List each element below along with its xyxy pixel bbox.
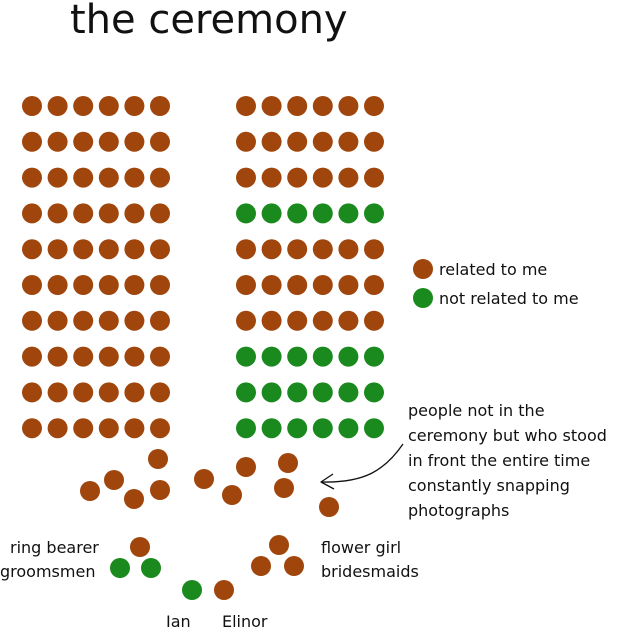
guest-related	[262, 275, 282, 295]
guest-not-related	[287, 418, 307, 438]
guest-related	[287, 275, 307, 295]
guest-related	[262, 96, 282, 116]
guest-not-related	[364, 203, 384, 223]
guest-related	[124, 382, 144, 402]
guest-related	[236, 311, 256, 331]
groomsman	[110, 558, 130, 578]
ring-bearer-label: ring bearer	[10, 538, 99, 557]
guest-related	[73, 382, 93, 402]
guest-related	[124, 418, 144, 438]
photographer	[222, 485, 242, 505]
guest-related	[364, 132, 384, 152]
annotation-line: people not in the	[408, 401, 545, 420]
guest-related	[73, 347, 93, 367]
photographers-annotation	[321, 401, 607, 520]
guest-related	[124, 132, 144, 152]
guest-related	[124, 96, 144, 116]
guest-related	[287, 132, 307, 152]
guest-related	[124, 168, 144, 188]
guest-not-related	[364, 418, 384, 438]
guest-related	[150, 168, 170, 188]
guest-related	[124, 275, 144, 295]
guest-not-related	[262, 203, 282, 223]
guest-related	[73, 168, 93, 188]
guest-related	[364, 168, 384, 188]
guest-not-related	[236, 382, 256, 402]
guest-related	[22, 203, 42, 223]
guest-not-related	[313, 418, 333, 438]
guest-related	[73, 239, 93, 259]
guest-related	[99, 382, 119, 402]
photographer	[319, 497, 339, 517]
guest-related	[73, 132, 93, 152]
diagram-title: the ceremony	[70, 0, 348, 43]
groom	[182, 580, 202, 600]
guest-related	[313, 275, 333, 295]
guest-related	[99, 347, 119, 367]
wedding-party	[0, 535, 419, 581]
guest-related	[22, 168, 42, 188]
photographer	[236, 457, 256, 477]
guest-related	[99, 275, 119, 295]
guest-not-related	[262, 382, 282, 402]
guest-not-related	[236, 203, 256, 223]
legend-not-related-dot	[413, 288, 433, 308]
bride-name: Elinor	[222, 612, 268, 629]
annotation-arrow-line	[322, 444, 403, 482]
guest-related	[22, 96, 42, 116]
groomsmen-label: groomsmen	[0, 562, 96, 581]
guest-not-related	[287, 203, 307, 223]
guest-related	[48, 311, 68, 331]
guest-related	[313, 311, 333, 331]
photographer	[80, 481, 100, 501]
photographer	[194, 469, 214, 489]
guest-related	[150, 96, 170, 116]
guest-related	[150, 311, 170, 331]
guest-related	[150, 382, 170, 402]
photographer	[274, 478, 294, 498]
guest-related	[48, 347, 68, 367]
guest-related	[48, 418, 68, 438]
guest-not-related	[364, 382, 384, 402]
bridesmaid	[284, 556, 304, 576]
guest-related	[99, 311, 119, 331]
guest-related	[22, 239, 42, 259]
photographer	[124, 489, 144, 509]
ring-bearer	[130, 537, 150, 557]
guest-related	[22, 347, 42, 367]
guest-related	[313, 96, 333, 116]
guest-related	[287, 168, 307, 188]
flower-girl-label: flower girl	[321, 538, 402, 557]
guest-related	[338, 132, 358, 152]
guest-related	[338, 311, 358, 331]
bridesmaid	[251, 556, 271, 576]
guest-related	[313, 239, 333, 259]
seating-right-section	[236, 96, 384, 438]
guest-related	[48, 239, 68, 259]
guest-related	[48, 96, 68, 116]
guest-related	[338, 239, 358, 259]
guest-related	[73, 311, 93, 331]
guest-related	[99, 168, 119, 188]
guest-not-related	[338, 418, 358, 438]
guest-related	[22, 382, 42, 402]
guest-related	[150, 418, 170, 438]
legend-not-related-label: not related to me	[439, 289, 579, 308]
guest-related	[124, 311, 144, 331]
guest-related	[124, 203, 144, 223]
flower-girl	[269, 535, 289, 555]
photographer	[104, 470, 124, 490]
annotation-line: in front the entire time	[408, 451, 591, 470]
legend-related-label: related to me	[439, 260, 548, 279]
guest-related	[48, 382, 68, 402]
guest-related	[338, 96, 358, 116]
guest-related	[150, 132, 170, 152]
guest-related	[99, 203, 119, 223]
guest-related	[150, 203, 170, 223]
guest-related	[364, 311, 384, 331]
photographer	[150, 480, 170, 500]
couple	[166, 580, 268, 629]
guest-related	[262, 168, 282, 188]
guest-related	[48, 132, 68, 152]
guest-related	[48, 275, 68, 295]
guest-related	[236, 275, 256, 295]
guest-related	[73, 203, 93, 223]
guest-related	[99, 132, 119, 152]
annotation-line: constantly snapping	[408, 476, 570, 495]
guest-related	[338, 275, 358, 295]
guest-related	[262, 239, 282, 259]
guest-related	[313, 168, 333, 188]
guest-related	[150, 347, 170, 367]
seating-left-section	[22, 96, 170, 438]
annotation-line: ceremony but who stood	[408, 426, 607, 445]
guest-related	[48, 168, 68, 188]
guest-related	[99, 96, 119, 116]
guest-related	[22, 418, 42, 438]
groomsman	[141, 558, 161, 578]
guest-related	[73, 418, 93, 438]
guest-not-related	[313, 203, 333, 223]
guest-not-related	[262, 418, 282, 438]
guest-related	[22, 132, 42, 152]
groom-name: Ian	[166, 612, 191, 629]
guest-related	[338, 168, 358, 188]
guest-not-related	[262, 347, 282, 367]
photographers-group	[80, 449, 339, 517]
guest-related	[313, 132, 333, 152]
guest-related	[150, 239, 170, 259]
guest-related	[364, 96, 384, 116]
legend-related-dot	[413, 259, 433, 279]
guest-related	[236, 96, 256, 116]
guest-related	[150, 275, 170, 295]
guest-not-related	[313, 382, 333, 402]
guest-not-related	[287, 347, 307, 367]
guest-related	[48, 203, 68, 223]
guest-not-related	[338, 382, 358, 402]
guest-related	[124, 239, 144, 259]
guest-related	[287, 96, 307, 116]
photographer	[278, 453, 298, 473]
guest-related	[73, 275, 93, 295]
guest-related	[236, 132, 256, 152]
guest-not-related	[236, 418, 256, 438]
guest-not-related	[236, 347, 256, 367]
guest-related	[287, 311, 307, 331]
guest-related	[22, 311, 42, 331]
guest-related	[287, 239, 307, 259]
guest-related	[22, 275, 42, 295]
guest-related	[364, 275, 384, 295]
guest-not-related	[313, 347, 333, 367]
photographer	[148, 449, 168, 469]
guest-related	[124, 347, 144, 367]
bride	[214, 580, 234, 600]
guest-not-related	[287, 382, 307, 402]
guest-related	[236, 168, 256, 188]
annotation-line: photographs	[408, 501, 510, 520]
guest-not-related	[364, 347, 384, 367]
guest-related	[99, 418, 119, 438]
guest-not-related	[338, 347, 358, 367]
bridesmaids-label: bridesmaids	[321, 562, 419, 581]
guest-not-related	[338, 203, 358, 223]
guest-related	[73, 96, 93, 116]
legend	[413, 259, 579, 308]
guest-related	[99, 239, 119, 259]
guest-related	[236, 239, 256, 259]
guest-related	[364, 239, 384, 259]
guest-related	[262, 132, 282, 152]
guest-related	[262, 311, 282, 331]
